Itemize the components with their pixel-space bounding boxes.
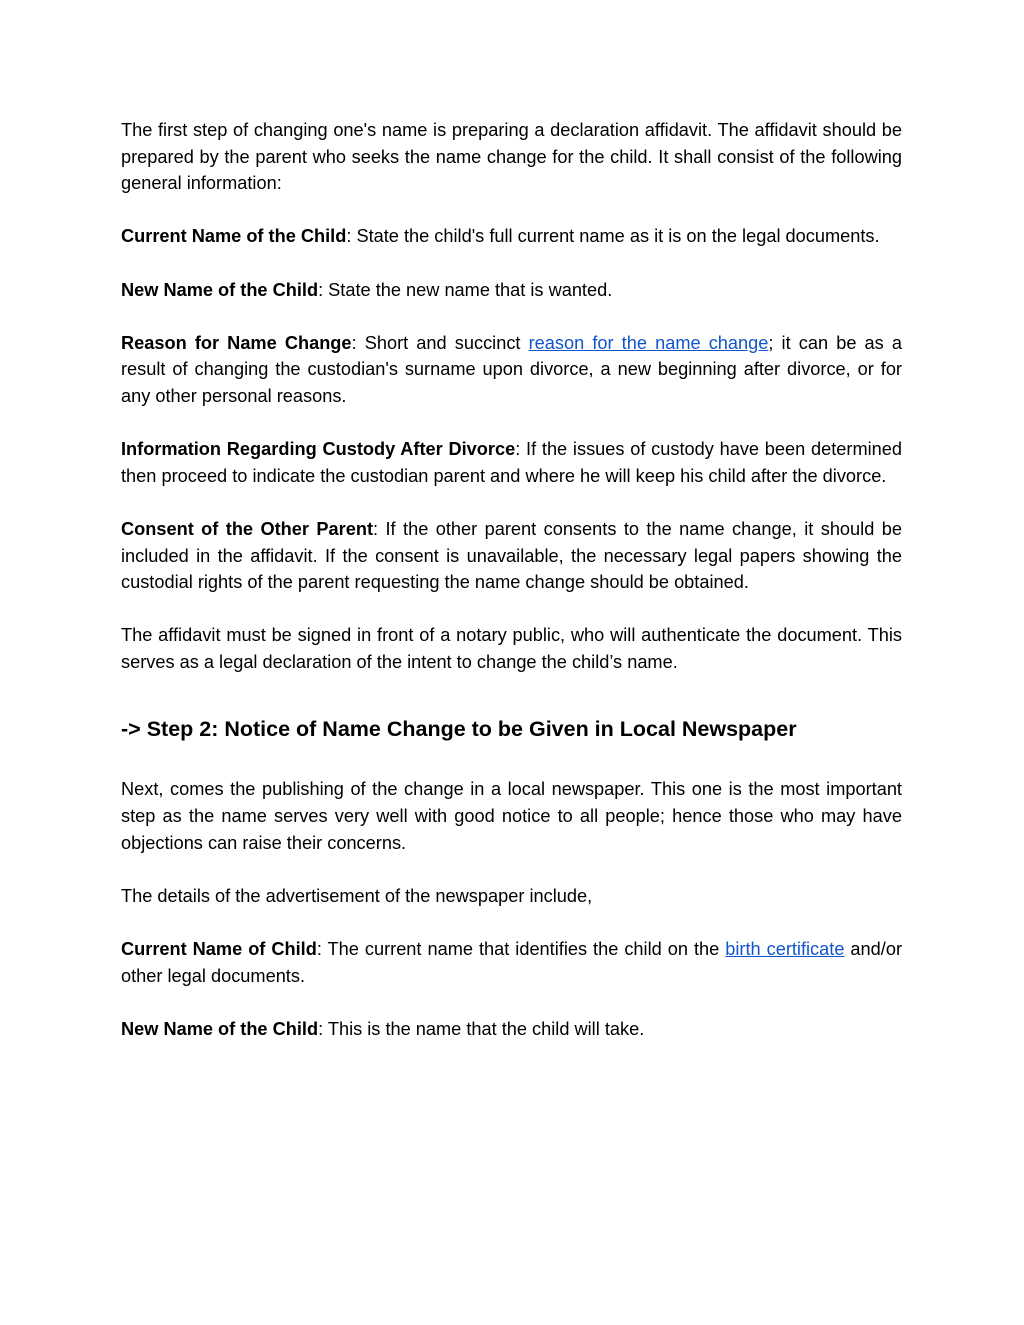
current-name-child-text-after: and/or other legal documents.: [121, 939, 902, 986]
details-paragraph: [121, 883, 902, 910]
consent-paragraph: [121, 516, 902, 596]
new-name-child-text: : This is the name that the child will take.: [318, 1018, 645, 1039]
reason-text-before: : Short and succinct: [351, 332, 529, 353]
current-name-child-text-before: : The current name that identifies the child on the: [316, 939, 726, 960]
details-text: The details of the advertisement of the newspaper include,: [121, 885, 593, 906]
notary-text: The affidavit must be signed in front of a notary public, who will authenticate the document. This serves as a legal declaration of the intent to change the child’s name.: [121, 625, 902, 672]
birth-certificate-link[interactable]: birth certificate: [725, 939, 845, 960]
custody-text: : If the issues of custody have been determined then proceed to indicate the custodian parent and where he will keep his child after the divorce.: [121, 439, 902, 486]
current-name-term: Current Name of the Child: [121, 226, 347, 247]
intro-paragraph: [121, 117, 902, 197]
consent-term: Consent of the Other Parent: [121, 518, 374, 539]
current-name-text: : State the child's full current name as it is on the legal documents.: [346, 226, 880, 247]
custody-term: Information Regarding Custody After Divorce: [121, 439, 516, 460]
publishing-paragraph: [121, 776, 902, 856]
reason-term: Reason for Name Change: [121, 332, 352, 353]
step2-heading: -> Step 2: Notice of Name Change to be Given in Local Newspaper: [121, 717, 797, 742]
custody-paragraph: [121, 436, 902, 489]
new-name-text: : State the new name that is wanted.: [318, 279, 613, 300]
current-name-child-paragraph: [121, 936, 902, 989]
new-name-child-term: New Name of the Child: [121, 1018, 319, 1039]
notary-paragraph: [121, 622, 902, 675]
new-name-paragraph: [121, 277, 902, 304]
reason-link[interactable]: reason for the name change: [528, 332, 769, 353]
reason-text-after: ; it can be as a result of changing the custodian's surname upon divorce, a new beginning after divorce, or for any other personal reasons.: [121, 332, 903, 406]
new-name-child-paragraph: [121, 1016, 902, 1043]
document-page: [121, 117, 902, 1069]
reason-paragraph: [121, 330, 902, 410]
new-name-term: New Name of the Child: [121, 279, 319, 300]
intro-text: The first step of changing one's name is preparing a declaration affidavit. The affidavit should be prepared by the parent who seeks the name change for the child. It shall consist of the following general information:: [121, 120, 902, 194]
publishing-text: Next, comes the publishing of the change in a local newspaper. This one is the most important step as the name serves very well with good notice to all people; hence those who may have objections can raise their concerns.: [121, 779, 902, 853]
consent-text: : If the other parent consents to the name change, it should be included in the affidavit. If the consent is unavailable, the necessary legal papers showing the custodial rights of the parent requesting the name change should be obtained.: [121, 518, 902, 593]
current-name-paragraph: [121, 223, 902, 250]
current-name-child-term: Current Name of Child: [121, 939, 317, 960]
